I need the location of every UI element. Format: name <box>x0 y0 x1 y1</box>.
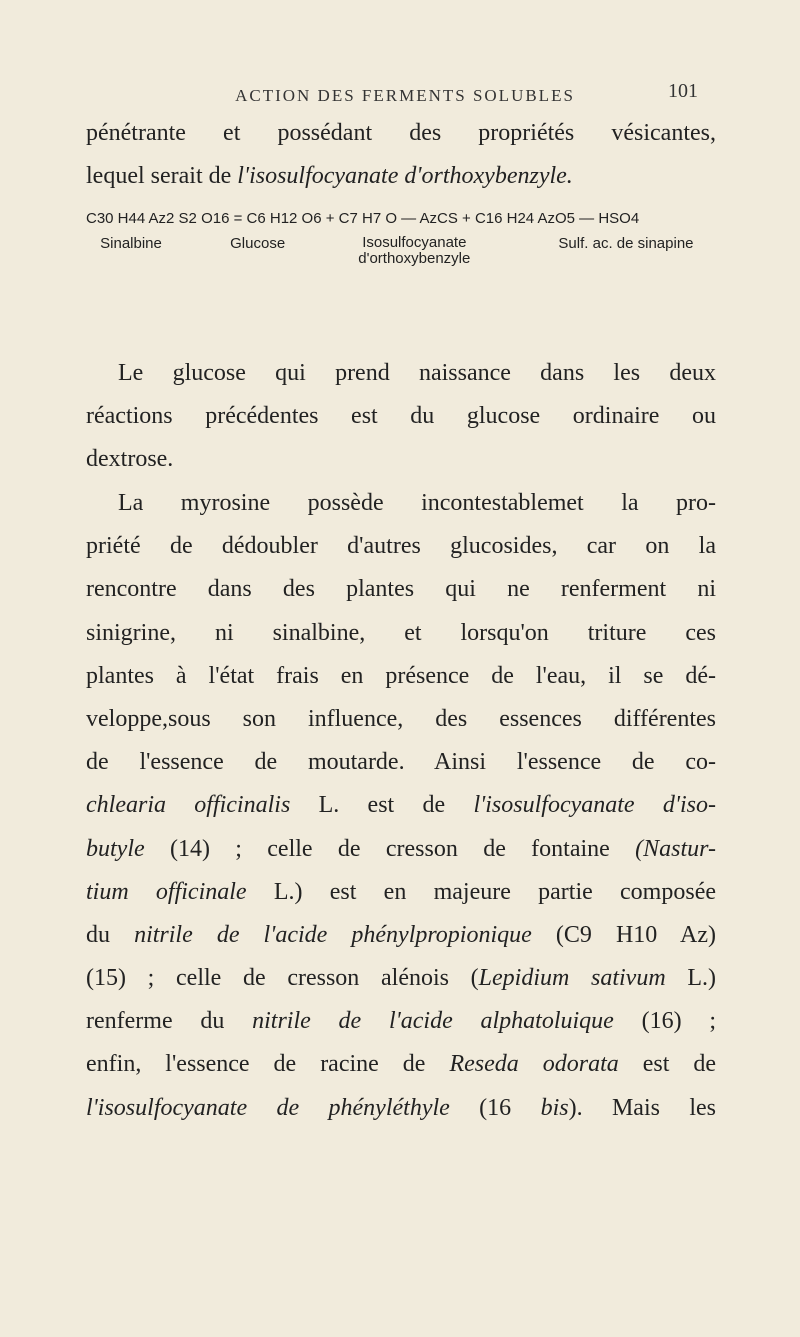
equation-labels <box>86 235 726 267</box>
p2-line-2: priété de dédoubler d'autres glucosides, car on la <box>86 533 716 560</box>
label-glucose: Glucose <box>230 235 286 252</box>
running-title: ACTION DES FERMENTS SOLUBLES <box>235 86 575 105</box>
p2-line-1: La myrosine possède incontestablemet la pro- <box>118 490 716 516</box>
paragraph-2 <box>86 482 716 1130</box>
intro-line-1: pénétrante et possédant des propriétés vésicantes, <box>86 120 716 146</box>
label-sulf-ac: Sulf. ac. de sinapine <box>558 235 694 252</box>
p2-line-3: rencontre dans des plantes qui ne renferment ni <box>86 576 716 603</box>
paragraph-1 <box>86 352 716 482</box>
p2-line-15: l'isosulfocyanate de phényléthyle (16 bis). Mais les <box>86 1094 716 1121</box>
equation-line: C30 H44 Az2 S2 O16 = C6 H12 O6 + C7 H7 O — AzCS + C16 H24 AzO5 — HSO4 <box>86 210 640 227</box>
p2-line-14: enfin, l'essence de racine de Reseda odorata est de <box>86 1051 717 1078</box>
p1-line-3: dextrose. <box>86 446 174 473</box>
p1-line-2: réactions précédentes est du glucose ordinaire ou <box>86 403 716 430</box>
label-isosulfocyanate: Isosulfocyanate d'orthoxybenzyle <box>358 234 471 267</box>
intro-line-2: lequel serait de l'isosulfocyanate d'orthoxybenzyle. <box>86 163 573 190</box>
page-number: 101 <box>668 80 698 102</box>
label-sinalbine: Sinalbine <box>100 235 162 252</box>
p2-line-5: plantes à l'état frais en présence de l'eau, il se dé- <box>86 662 716 689</box>
intro-text <box>86 112 716 198</box>
p2-line-13: renferme du nitrile de l'acide alphatoluique (16) ; <box>86 1008 716 1035</box>
p2-line-12: (15) ; celle de cresson alénois (Lepidium sativum L.) <box>86 965 717 992</box>
p2-line-9: butyle (14) ; celle de cresson de fontaine (Nastur- <box>86 835 716 862</box>
p2-line-6: veloppe,sous son influence, des essences différentes <box>86 705 716 732</box>
p2-line-4: sinigrine, ni sinalbine, et lorsqu'on triture ces <box>86 619 716 646</box>
chemical-equation <box>86 210 726 267</box>
p2-line-7: de l'essence de moutarde. Ainsi l'essence de co- <box>86 749 716 776</box>
p2-line-8: chlearia officinalis L. est de l'isosulfocyanate d'iso- <box>86 792 716 819</box>
p1-line-1: Le glucose qui prend naissance dans les deux <box>118 360 716 386</box>
p2-line-10: tium officinale L.) est en majeure partie composée <box>86 878 716 905</box>
p2-line-11: du nitrile de l'acide phénylpropionique (C9 H10 Az) <box>86 921 717 948</box>
